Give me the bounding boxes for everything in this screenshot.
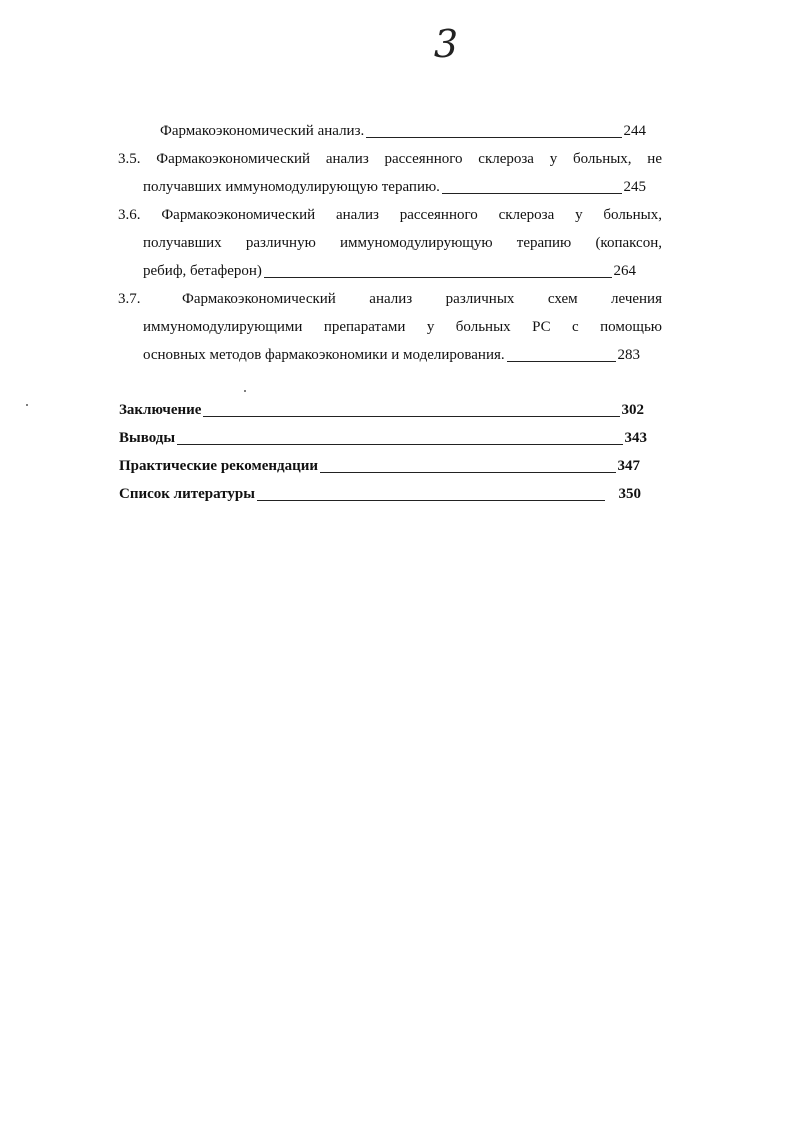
- toc-line-3: [143, 259, 636, 283]
- section-number: 3.6.: [118, 207, 141, 223]
- section-number: 3.5.: [118, 151, 141, 167]
- dot-leader: [203, 416, 619, 417]
- toc-page-number: 283: [617, 347, 640, 363]
- toc-entry-text: Практические рекомендации: [119, 458, 319, 474]
- toc-line-1: [118, 147, 662, 171]
- dot-leader: [264, 277, 612, 278]
- toc-line-3: [143, 343, 640, 367]
- toc-line-2: [143, 175, 646, 199]
- dot-leader: [320, 472, 615, 473]
- toc-entry-text: основных методов фармакоэкономики и моделирования.: [143, 347, 505, 363]
- toc-entry-text: Фармакоэкономический анализ различных схем лечения: [182, 291, 662, 307]
- toc-entry-text: ребиф, бетаферон): [143, 263, 262, 279]
- toc-page-number: 343: [624, 430, 647, 446]
- toc-line-1: [118, 203, 662, 227]
- toc-line-2: получавших различную иммуномодулирующую терапию (копаксон,: [143, 235, 662, 251]
- toc-line-2: иммуномодулирующими препаратами у больных РС с помощью: [143, 319, 662, 335]
- toc-entry-text: Фармакоэкономический анализ рассеянного склероза у больных,: [161, 207, 663, 223]
- toc-entry-first: [160, 119, 646, 143]
- toc-entry-text: получавших иммуномодулирующую терапию.: [143, 179, 440, 195]
- scan-speck: [244, 390, 246, 392]
- dot-leader: [177, 444, 622, 445]
- page-number: 3: [433, 22, 459, 66]
- scan-speck: [26, 404, 28, 406]
- dot-leader: [507, 361, 616, 362]
- toc-entry-recommendations: [119, 454, 640, 478]
- toc-entry-text: Фармакоэкономический анализ.: [160, 123, 365, 139]
- toc-entry-text: Выводы: [119, 430, 176, 446]
- toc-page-number: 347: [617, 458, 640, 474]
- toc-entry-conclusion: [119, 398, 644, 422]
- dot-leader: [366, 137, 621, 138]
- toc-entry-text: Список литературы: [119, 486, 255, 502]
- toc-line-1: [118, 287, 662, 311]
- toc-entry-conclusions: [119, 426, 647, 450]
- toc-page-number: 264: [613, 263, 636, 279]
- toc-page-number: 350: [618, 486, 641, 502]
- toc-entry-text: Заключение: [119, 402, 202, 418]
- toc-entry-text: Фармакоэкономический анализ рассеянного склероза у больных, не: [156, 151, 662, 167]
- dot-leader: [257, 500, 605, 501]
- toc-page-number: 245: [623, 179, 646, 195]
- toc-page-number: 302: [621, 402, 644, 418]
- toc-entry-references: [119, 482, 641, 506]
- section-number: 3.7.: [118, 291, 141, 307]
- toc-page-number: 244: [623, 123, 646, 139]
- dot-leader: [442, 193, 622, 194]
